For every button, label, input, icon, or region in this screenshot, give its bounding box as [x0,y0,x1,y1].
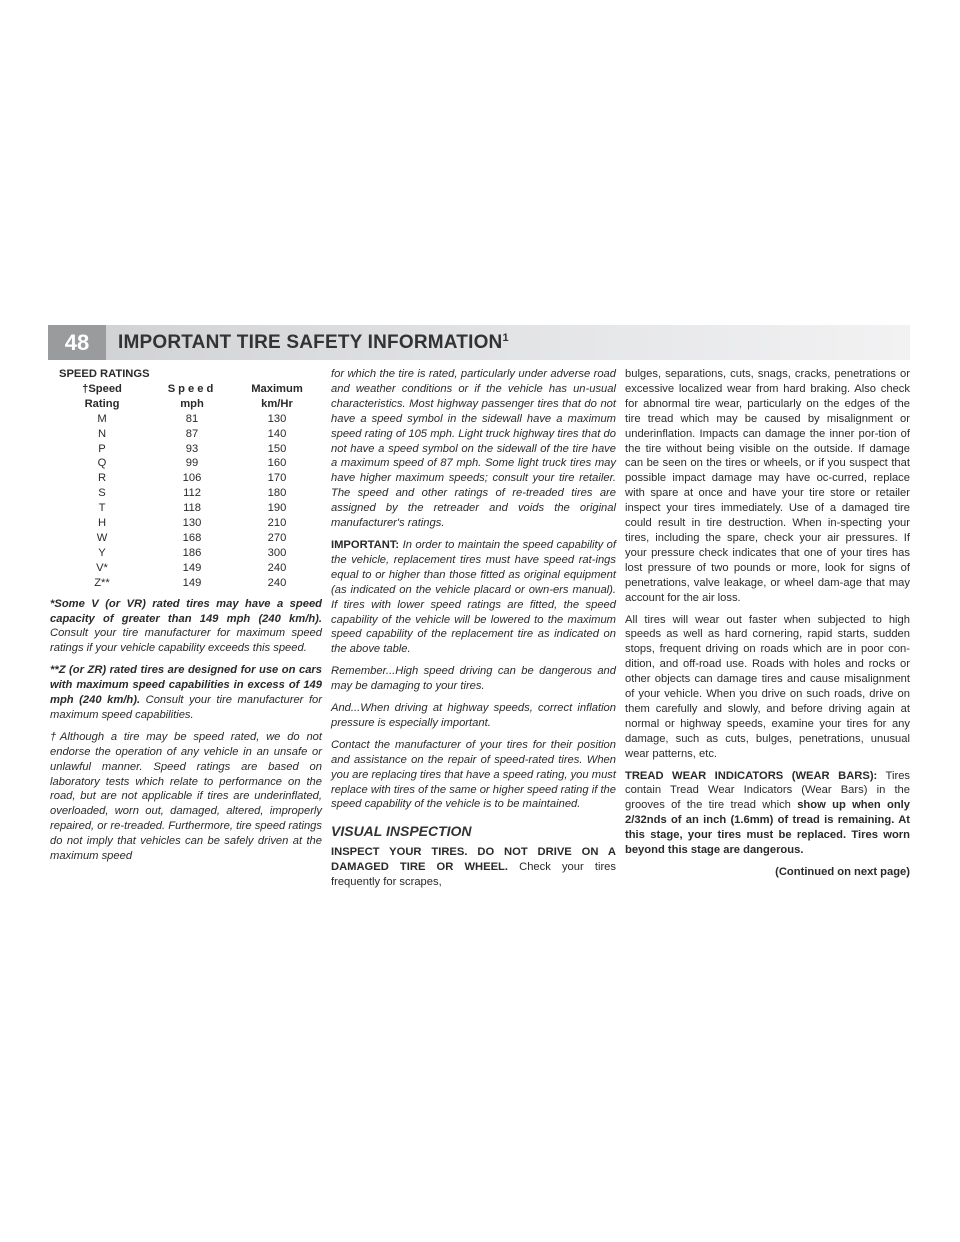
paragraph-wear: All tires will wear out faster when subjected to high speeds as well as hard cornering, rapid starts, sudden stops, frequent driving on roads which are in poor con-dition, and off-road use. Roads with holes and rocks or other objects can damage tires and cause misalignment of your vehicle. When you drive on such roads, drive on them carefully and slowly, and before driving again at normal or highway speeds, examine your tires for any damage, such as cuts, bulges, penetrations, unusual wear patterns, etc. [625,613,910,760]
table-row [52,531,322,546]
table-cell: 140 [267,427,287,440]
table-cell: 300 [267,546,287,559]
table-row [52,516,322,531]
table-cell: 99 [185,457,199,470]
table-cell: V* [96,561,108,574]
table-row [52,501,322,516]
table-row [52,456,322,471]
note-v-rated: *Some V (or VR) rated tires may have a speed capacity of greater than 149 mph (240 km/h). Consult your tire manufacturer for maximum speed ratings if your vehicle capability exceeds this speed. [50,597,322,655]
table-cell: R [97,472,107,485]
speed-ratings-title: SPEED RATINGS [59,368,150,380]
table-cell: Q [97,457,107,470]
table-cell: 87 [185,427,199,440]
table-cell: S [98,487,106,500]
paragraph-damage-check: bulges, separations, cuts, snags, cracks, penetrations or excessive localized wear from hard braking. Also check for abnormal tire wear, particularly on the edges of the tire tread which may be caused by misalignment or underinflation. Impacts can damage the inner por-tion of the tire without being visible on the outside. If damage can be seen on the tires or wheels, or if you suspect that possible impact damage may have oc-curred, replace with spare at once and have your tire store or retailer inspect your tires immediately. Use of a damaged tire could result in tire destruction. When in-specting your tires, including the spare, check your air pressures. If your pressure check indicates that one of your tires has lost pressure of two pounds or more, look for signs of penetrations, valve leakage, or wheel dam-age that may account for the air loss. [625,368,910,604]
paragraph-important: IMPORTANT: In order to maintain the speed capability of the vehicle, replacement tires must have speed rat-ings equal to or higher than those fitted as original equipment (as indicated on the vehicle placard or own-ers manual). If tires with lower speed ratings are fitted, the speed capability of the vehicle will be lowered to the maximum speed capability of the replacement tire as indicated on the above table. [331,538,616,656]
continued-note: (Continued on next page) [775,866,910,878]
table-cell: 112 [183,487,201,500]
table-row [52,442,322,457]
table-row [52,412,322,427]
col-header-kmh: Maximum km/Hr [251,382,303,410]
table-cell: 118 [183,502,201,515]
table-cell: Z** [94,576,110,589]
table-cell: 130 [267,412,287,425]
table-header-row [52,382,322,412]
table-row [52,486,322,501]
title-footnote-mark: 1 [502,332,509,344]
table-cell: 270 [267,531,287,544]
paragraph-inflation: And...When driving at highway speeds, correct inflation pressure is especially important. [331,702,616,729]
paragraph-remember: Remember...High speed driving can be dangerous and may be damaging to your tires. [331,665,616,693]
table-cell: W [96,531,108,544]
col-header-mph: Speed mph [167,382,217,410]
table-cell: H [97,517,107,530]
table-cell: 93 [185,442,199,455]
table-cell: 149 [182,561,202,574]
table-row [52,546,322,561]
page-title [118,325,509,360]
table-cell: 170 [267,472,287,485]
table-cell: 190 [267,502,287,515]
column-2 [331,367,616,897]
speed-ratings-body [52,412,322,591]
page-header [48,325,910,360]
table-row [52,576,322,591]
table-cell: N [97,427,107,440]
paragraph-speed-continued: for which the tire is rated, particularly under adverse road and weather conditions or if the vehicle has un-usual characteristics. Most highway passenger tires that do not have a speed symbol in the sidewall have a maximum speed rating of 105 mph. Light truck highway tires that do not have a speed symbol on the sidewall of the tire have a maximum speed of 87 mph. Some light truck tires may have higher maximum speeds; consult your tire retailer. The speed and other ratings of re-treaded tires are assigned by the retreader and voids the original manufacturer's ratings. [331,368,616,530]
col-header-rating: †Speed Rating [82,382,122,410]
table-cell: 240 [267,561,287,574]
table-cell: M [97,412,107,425]
table-row [52,561,322,576]
table-cell: 150 [267,442,287,455]
page-number: 48 [48,325,106,360]
paragraph-tread-wear: TREAD WEAR INDICATORS (WEAR BARS): Tires contain Tread Wear Indicators (Wear Bars) in the grooves of the tire tread which show up when only 2/32nds of an inch (1.6mm) of tread is remaining. At this stage, your tires must be replaced. Tires worn beyond this stage are dangerous. [625,769,911,857]
paragraph-contact: Contact the manufacturer of your tires for their position and assistance on the repair of speed-rated tires. When you are replacing tires that have a speed rating, you must replace with tires of the same or higher speed rating if the speed capability of the vehicle is to be maintained. [331,738,616,811]
note-speed-endorse: †Although a tire may be speed rated, we do not endorse the operation of any vehicle in an unsafe or unlawful manner. Speed ratings are based on laboratory tests which relate to performance on the road, but are not applicable if tires are underinflated, overloaded, worn out, damaged, altered, improperly repaired, or re-treaded. Furthermore, tire speed ratings do not imply that vehicles can be safely driven at the maximum speed [50,730,322,863]
table-cell: 130 [182,517,202,530]
table-cell: 186 [182,546,202,559]
table-cell: Y [98,546,106,559]
note-z-rated: **Z (or ZR) rated tires are designed for use on cars with maximum speed capabilities in excess of 149 mph (240 km/h). Consult your tire manufacturer for maximum speed capabilities. [50,664,323,721]
column-1 [50,367,322,871]
column-3 [625,367,910,887]
table-cell: 210 [267,517,287,530]
table-cell: 240 [267,576,287,589]
table-cell: T [98,502,106,515]
table-row [52,471,322,486]
table-cell: 81 [185,412,199,425]
table-cell: 168 [182,531,202,544]
table-cell: 160 [267,457,287,470]
paragraph-inspect: INSPECT YOUR TIRES. DO NOT DRIVE ON A DAMAGED TIRE OR WHEEL. Check your tires frequently for scrapes, [331,846,616,889]
table-cell: 180 [267,487,287,500]
table-cell: P [98,442,106,455]
table-cell: 149 [182,576,202,589]
table-cell: 106 [182,472,202,485]
page-title-text: IMPORTANT TIRE SAFETY INFORMATION [118,332,503,353]
speed-ratings-table [52,382,322,591]
table-row [52,427,322,442]
visual-inspection-heading: VISUAL INSPECTION [331,823,472,840]
